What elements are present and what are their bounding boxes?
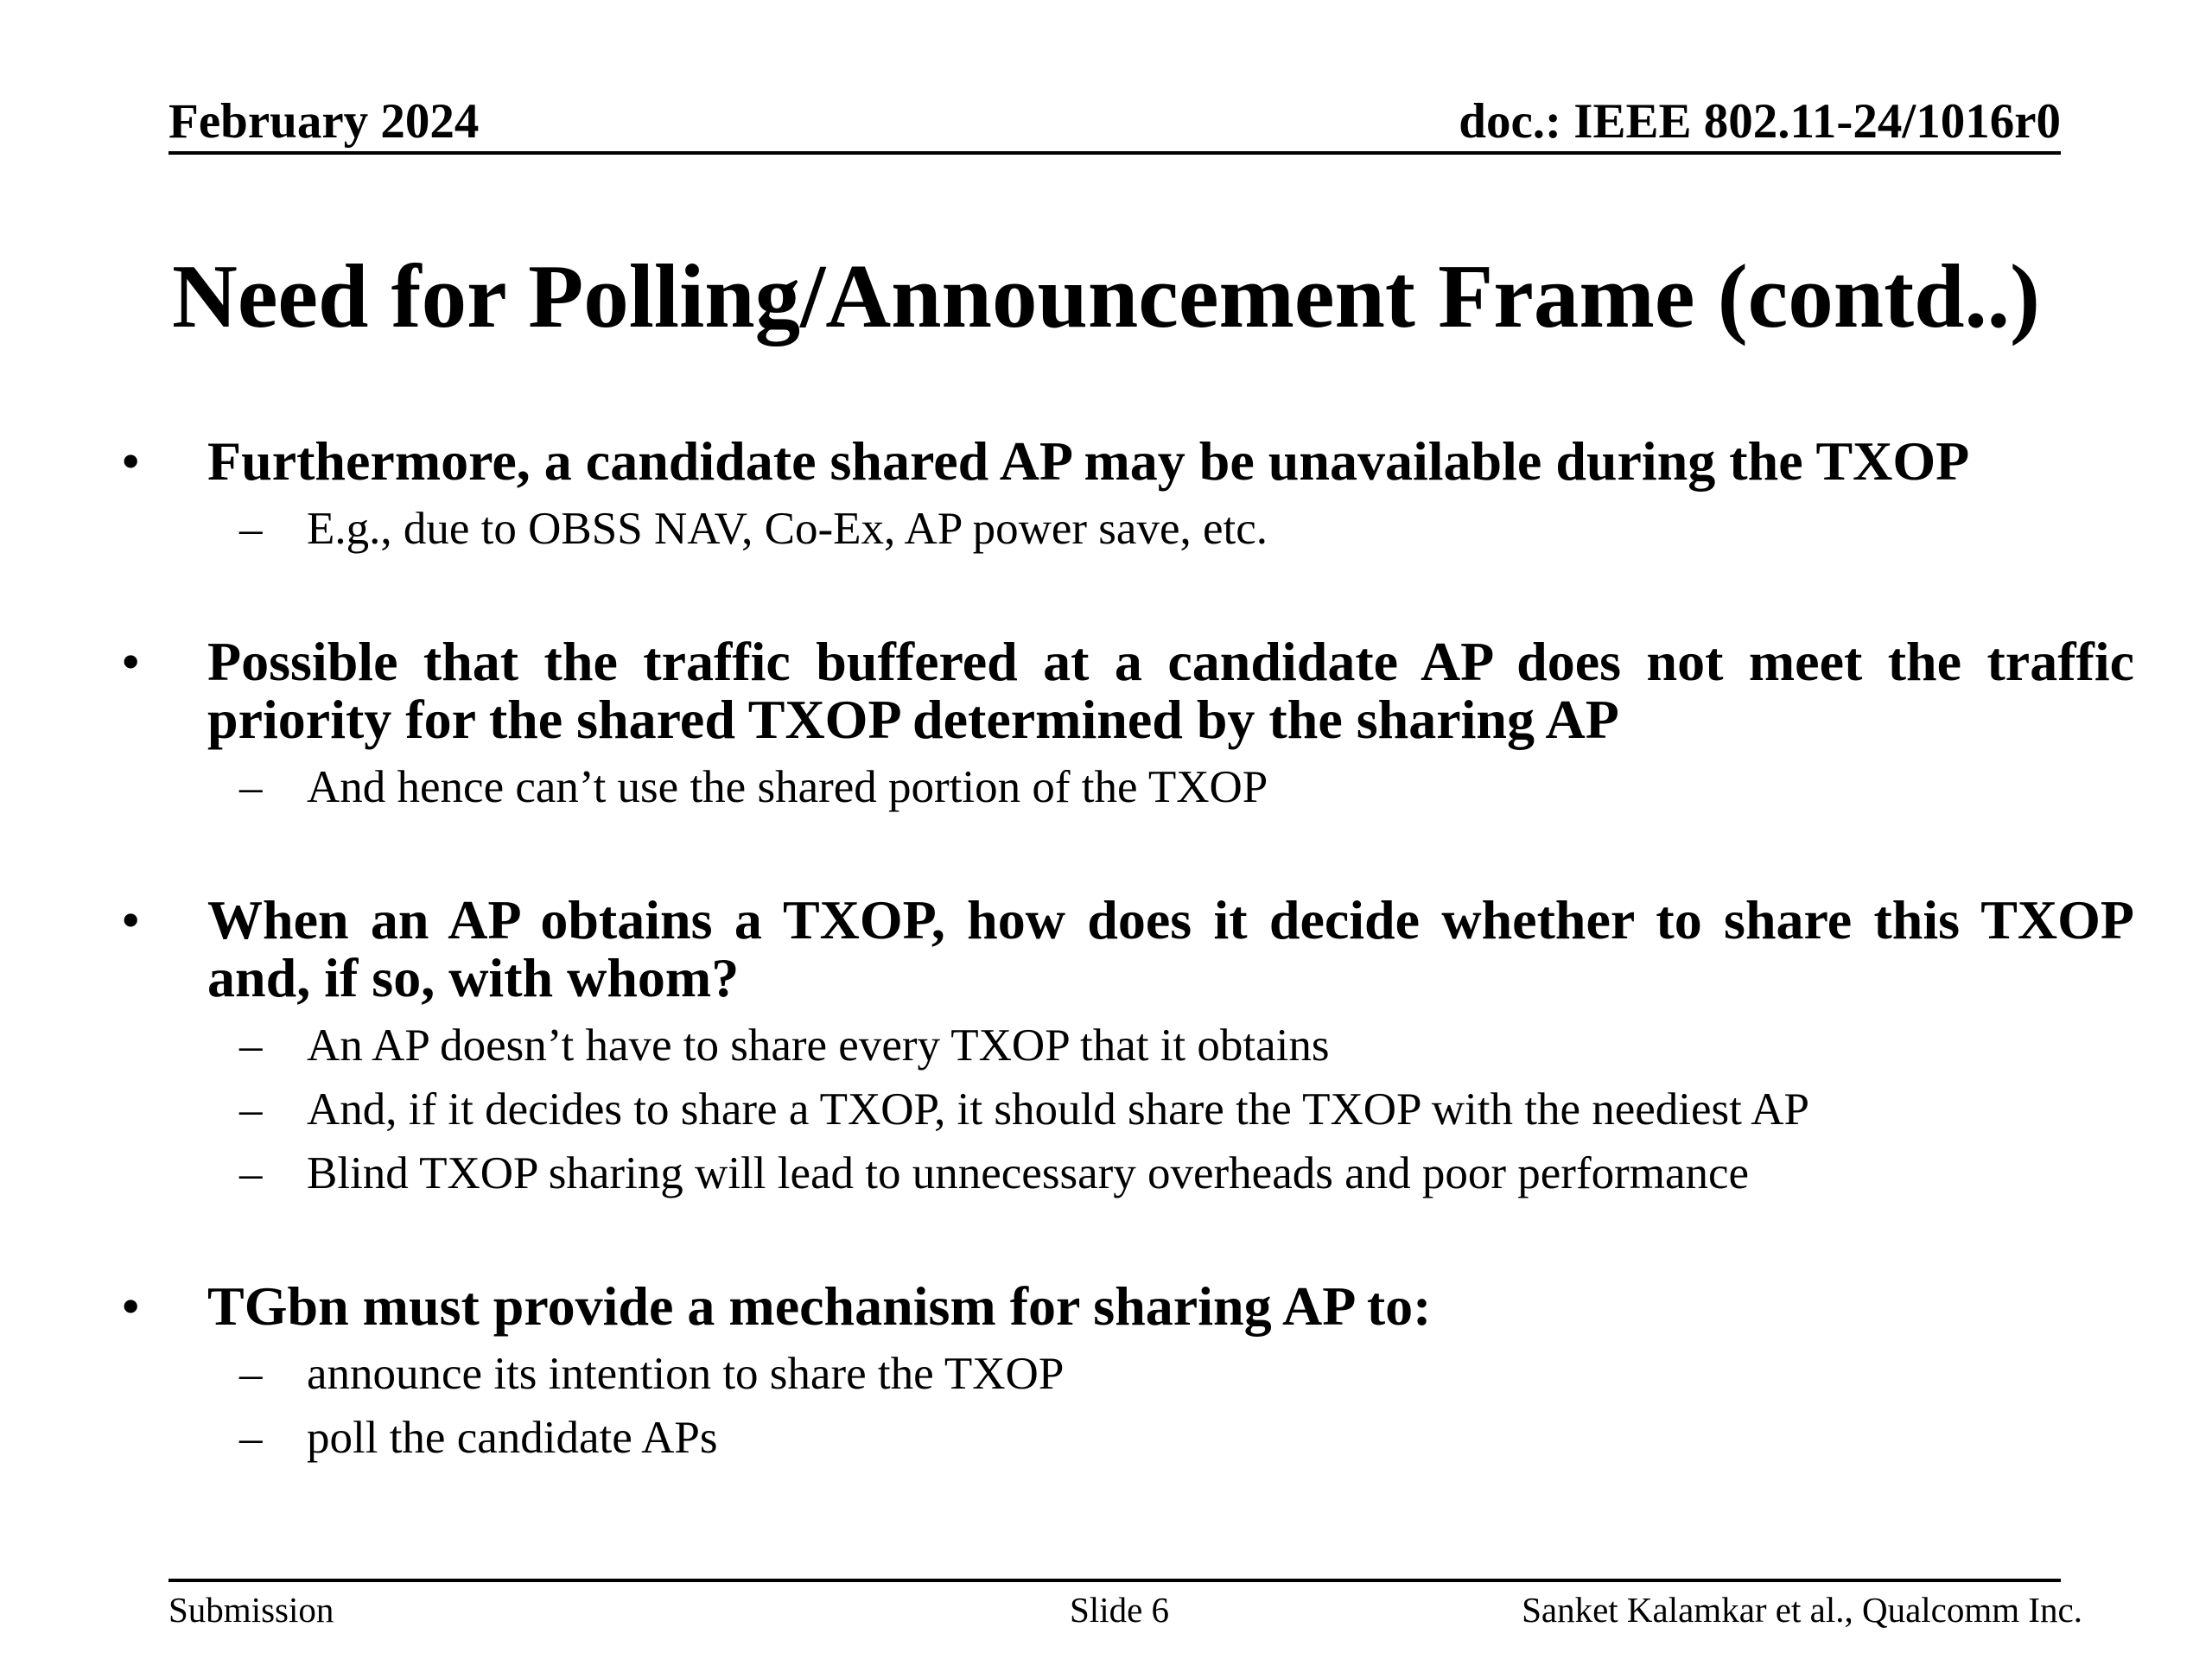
- footer-submission: Submission: [168, 1590, 334, 1630]
- bullet-glyph: •: [121, 430, 141, 492]
- slide-title: Need for Polling/Announcement Frame (contd..): [172, 245, 2040, 346]
- slide-content: [121, 432, 2134, 1470]
- header-doc-id: doc.: IEEE 802.11-24/1016r0: [1459, 94, 2061, 149]
- bullet-text: Possible that the traffic buffered at a candidate AP does not meet the traffic priority for the shared TXOP determined by the sharing AP: [207, 631, 2134, 750]
- sub-bullet-item: [121, 1141, 2134, 1205]
- sub-bullet-text: And, if it decides to share a TXOP, it should share the TXOP with the neediest AP: [307, 1084, 1809, 1135]
- sub-bullet-glyph: –: [239, 1020, 263, 1071]
- sub-bullet-text: poll the candidate APs: [307, 1413, 718, 1463]
- bullet-text: When an AP obtains a TXOP, how does it decide whether to share this TXOP and, if so, with whom?: [207, 889, 2134, 1008]
- sub-bullet-glyph: –: [239, 1084, 263, 1135]
- sub-bullet-text: And hence can’t use the shared portion of the TXOP: [307, 762, 1268, 812]
- sub-bullet-item: [121, 1014, 2134, 1077]
- sub-bullet-text: announce its intention to share the TXOP: [307, 1349, 1065, 1399]
- sub-bullet-glyph: –: [239, 762, 263, 812]
- sub-bullet-list: [121, 1014, 2134, 1205]
- slide-footer: [168, 1579, 2082, 1634]
- bullet-item: [121, 632, 2134, 748]
- sub-bullet-glyph: –: [239, 504, 263, 554]
- bullet-glyph: •: [121, 631, 141, 692]
- sub-bullet-item: [121, 1406, 2134, 1470]
- sub-bullet-glyph: –: [239, 1413, 263, 1463]
- header-date: February 2024: [168, 94, 480, 149]
- bullet-glyph: •: [121, 889, 141, 950]
- sub-bullet-glyph: –: [239, 1148, 263, 1198]
- sub-bullet-glyph: –: [239, 1349, 263, 1399]
- sub-bullet-text: Blind TXOP sharing will lead to unnecessary overheads and poor performance: [307, 1148, 1750, 1198]
- sub-bullet-list: [121, 497, 2134, 561]
- sub-bullet-text: An AP doesn’t have to share every TXOP that it obtains: [307, 1020, 1330, 1071]
- bullet-item: [121, 1277, 2134, 1335]
- slide-header: [168, 82, 2061, 155]
- sub-bullet-list: [121, 1342, 2134, 1470]
- sub-bullet-item: [121, 1077, 2134, 1141]
- bullet-item: [121, 891, 2134, 1007]
- sub-bullet-text: E.g., due to OBSS NAV, Co-Ex, AP power save, etc.: [307, 504, 1268, 554]
- footer-authors: Sanket Kalamkar et al., Qualcomm Inc.: [1522, 1590, 2082, 1630]
- sub-bullet-item: [121, 497, 2134, 561]
- bullet-text: TGbn must provide a mechanism for sharing AP to:: [207, 1275, 1432, 1337]
- footer-slide-number: Slide 6: [1070, 1590, 1170, 1630]
- sub-bullet-item: [121, 755, 2134, 819]
- bullet-glyph: •: [121, 1275, 141, 1337]
- sub-bullet-list: [121, 755, 2134, 819]
- bullet-text: Furthermore, a candidate shared AP may be unavailable during the TXOP: [207, 430, 1970, 492]
- sub-bullet-item: [121, 1342, 2134, 1406]
- bullet-item: [121, 432, 2134, 490]
